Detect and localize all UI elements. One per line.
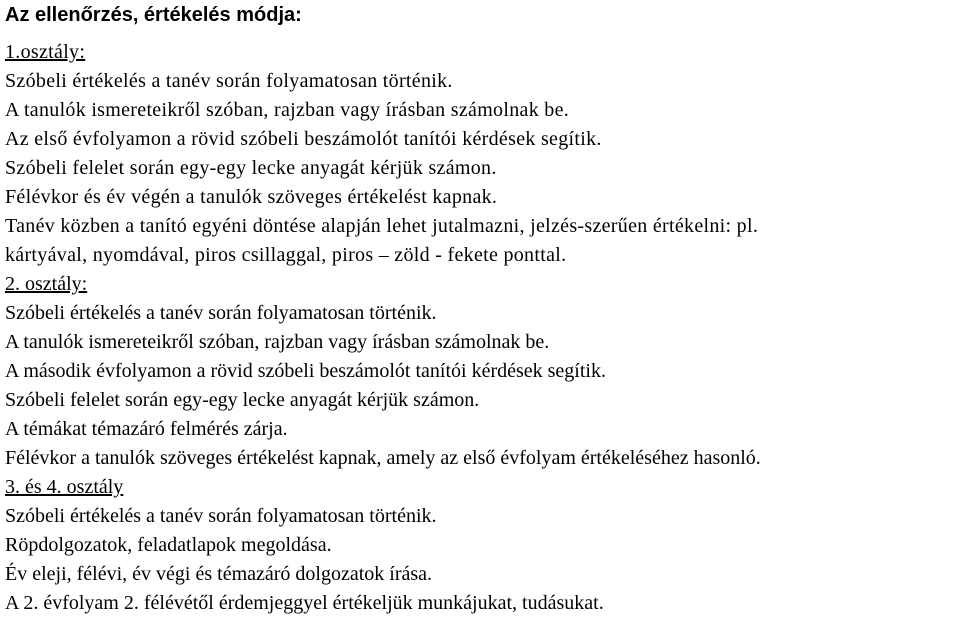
text-line: Röpdolgozatok, feladatlapok megoldása. bbox=[5, 534, 332, 556]
text-line: A tanulók ismereteikről szóban, rajzban vagy írásban számolnak be. bbox=[5, 331, 550, 353]
text-line: Szóbeli értékelés a tanév során folyamatosan történik. bbox=[5, 505, 437, 527]
text-line: A 2. évfolyam 2. félévétől érdemjeggyel értékeljük munkájukat, tudásukat. bbox=[5, 592, 604, 614]
text-line: Félévkor a tanulók szöveges értékelést kapnak, amely az első évfolyam értékeléséhez hasonló. bbox=[5, 447, 761, 469]
text-line: Szóbeli felelet során egy-egy lecke anyagát kérjük számon. bbox=[5, 157, 497, 179]
text-line: Szóbeli értékelés a tanév során folyamatosan történik. bbox=[5, 70, 453, 92]
section-grade-2 bbox=[5, 270, 957, 473]
section-grade-3-4 bbox=[5, 473, 957, 618]
section-heading: 1.osztály: bbox=[5, 41, 86, 63]
text-line: Szóbeli értékelés a tanév során folyamatosan történik. bbox=[5, 302, 437, 324]
text-line: Szóbeli felelet során egy-egy lecke anyagát kérjük számon. bbox=[5, 389, 480, 411]
section-heading: 3. és 4. osztály bbox=[5, 476, 124, 498]
text-line: kártyával, nyomdával, piros csillaggal, piros – zöld - fekete ponttal. bbox=[5, 244, 567, 266]
text-line: Év eleji, félévi, év végi és témazáró dolgozatok írása. bbox=[5, 563, 433, 585]
document-title: Az ellenőrzés, értékelés módja: bbox=[5, 4, 302, 26]
text-line: A témákat témazáró felmérés zárja. bbox=[5, 418, 288, 440]
text-line: A második évfolyamon a rövid szóbeli beszámolót tanítói kérdések segítik. bbox=[5, 360, 606, 382]
text-line: Az első évfolyamon a rövid szóbeli beszámolót tanítói kérdések segítik. bbox=[5, 128, 602, 150]
document-page bbox=[5, 0, 957, 618]
section-grade-1 bbox=[5, 38, 957, 270]
section-heading: 2. osztály: bbox=[5, 273, 88, 295]
text-line: Tanév közben a tanító egyéni döntése alapján lehet jutalmazni, jelzés-szerűen értékelni: pl. bbox=[5, 215, 759, 237]
text-line: Félévkor és év végén a tanulók szöveges értékelést kapnak. bbox=[5, 186, 498, 208]
text-line: A tanulók ismereteikről szóban, rajzban vagy írásban számolnak be. bbox=[5, 99, 570, 121]
